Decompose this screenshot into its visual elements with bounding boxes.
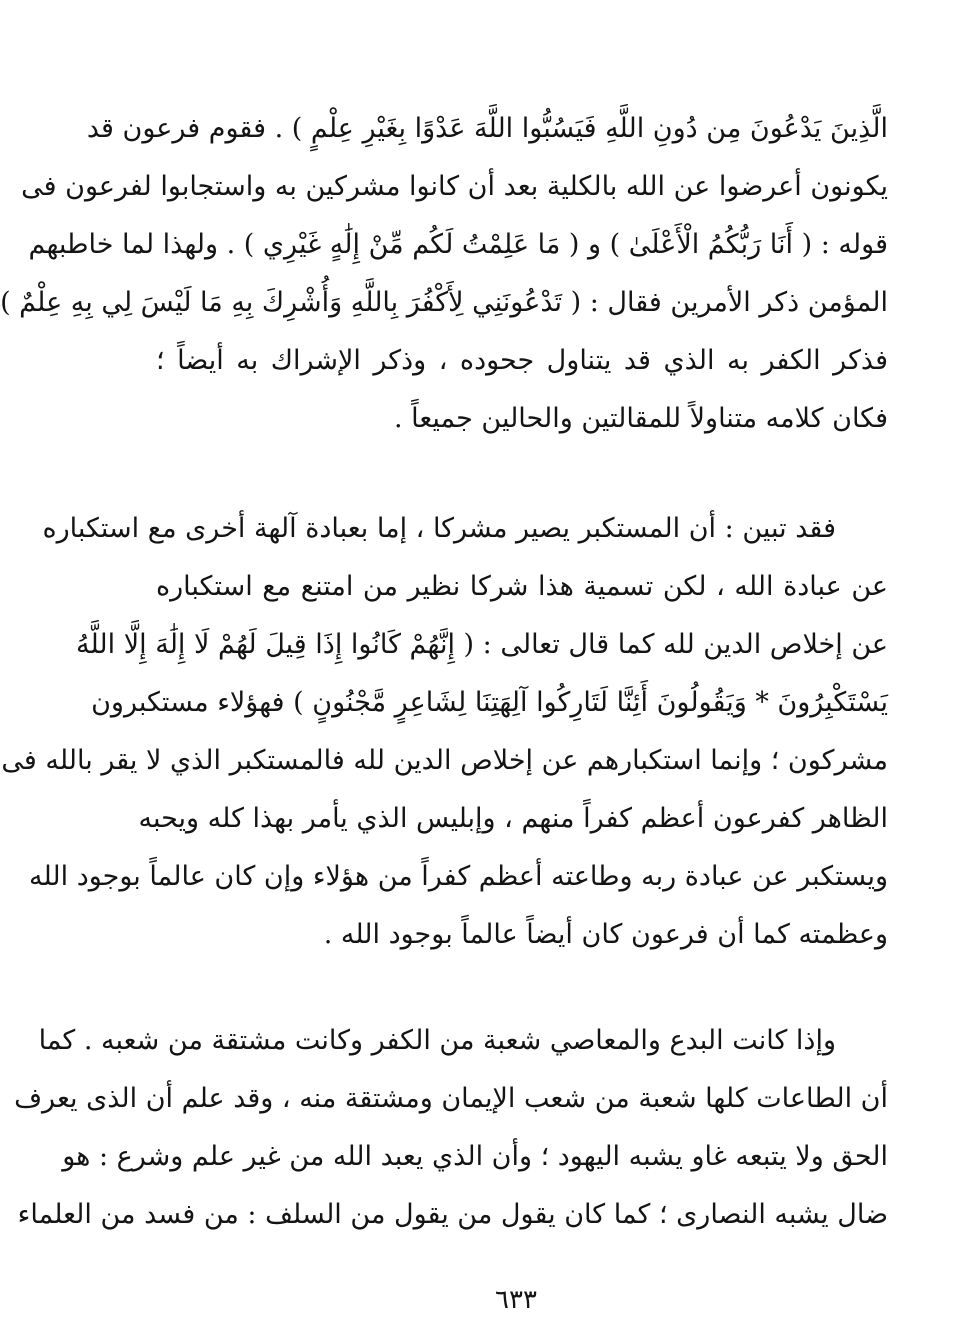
text-line: عن إخلاص الدين لله كما قال تعالى : ( إِنَّهُمْ كَانُوا إِذَا قِيلَ لَهُمْ لَا إِلَٰهَ إِلَّا اللَّهُ [76,629,888,660]
text-line: مشركون ؛ وإنما استكبارهم عن إخلاص الدين لله فالمستكبر الذي لا يقر بالله فى [1,745,888,776]
text-line: أن الطاعات كلها شعبة من شعب الإيمان ومشتقة منه ، وقد علم أن الذى يعرف [14,1083,888,1114]
page-number: ٦٣٣ [495,1285,537,1315]
text-line: فذكر الكفر به الذي قد يتناول جحوده ، وذكر الإشراك به أيضاً ؛ [156,345,888,376]
paragraph-1 [0,100,888,448]
paragraph-2 [1,500,888,964]
text-line: وعظمته كما أن فرعون كان أيضاً عالماً بوجود الله . [323,919,888,950]
text-line: الحق ولا يتبعه غاو يشبه اليهود ؛ وأن الذي يعبد الله من غير علم وشرع : هو [62,1141,888,1172]
text-line: يكونون أعرضوا عن الله بالكلية بعد أن كانوا مشركين به واستجابوا لفرعون فى [21,171,888,202]
text-line: عن عبادة الله ، لكن تسمية هذا شركا نظير من امتنع مع استكباره [156,571,888,602]
text-line: قوله : ( أَنَا رَبُّكُمُ الْأَعْلَىٰ ) و ( مَا عَلِمْتُ لَكُم مِّنْ إِلَٰهٍ غَيْرِي ) . ولهذا لما خاطبهم [28,229,888,260]
text-line: يَسْتَكْبِرُونَ * وَيَقُولُونَ أَئِنَّا لَتَارِكُوا آلِهَتِنَا لِشَاعِرٍ مَّجْنُونٍ ) فهؤلاء مستكبرون [91,687,888,718]
text-line: المؤمن ذكر الأمرين فقال : ( تَدْعُونَنِي لِأَكْفُرَ بِاللَّهِ وَأُشْرِكَ بِهِ مَا لَيْسَ لِي بِهِ عِلْمٌ ) [0,287,888,318]
text-line: الَّذِينَ يَدْعُونَ مِن دُونِ اللَّهِ فَيَسُبُّوا اللَّهَ عَدْوًا بِغَيْرِ عِلْمٍ ) . فقوم فرعون قد [86,113,888,144]
text-line: ويستكبر عن عبادة ربه وطاعته أعظم كفراً من هؤلاء وإن كان عالماً بوجود الله [28,861,888,892]
text-line: ضال يشبه النصارى ؛ كما كان يقول من يقول من السلف : من فسد من العلماء [17,1199,888,1230]
paragraph-3 [14,1012,888,1244]
text-line: فقد تبين : أن المستكبر يصير مشركا ، إما بعبادة آلهة أخرى مع استكباره [42,513,836,544]
text-line: وإذا كانت البدع والمعاصي شعبة من الكفر وكانت مشتقة من شعبه . كما [38,1025,836,1056]
text-line: الظاهر كفرعون أعظم كفراً منهم ، وإبليس الذي يأمر بهذا كله ويحبه [138,803,888,834]
text-line: فكان كلامه متناولاً للمقالتين والحالين جميعاً . [393,403,888,434]
